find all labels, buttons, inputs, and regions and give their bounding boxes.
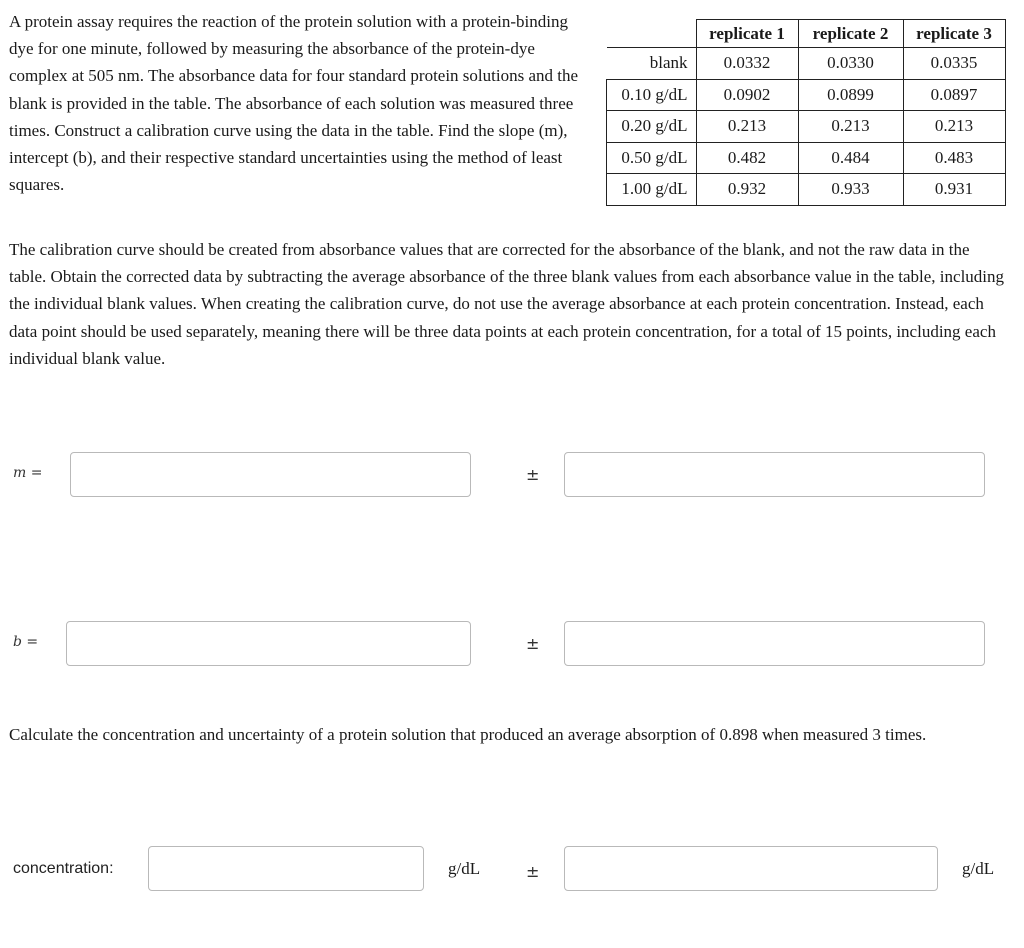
table-row bbox=[607, 174, 1006, 206]
slope-input[interactable] bbox=[70, 452, 471, 497]
table-row bbox=[607, 48, 1006, 80]
table-cell: 0.0899 bbox=[798, 79, 903, 111]
row-label: 0.50 g/dL bbox=[607, 142, 697, 174]
column-header: replicate 3 bbox=[903, 20, 1005, 48]
row-label: blank bbox=[607, 48, 697, 80]
table-cell: 0.0330 bbox=[798, 48, 903, 80]
table-cell: 0.483 bbox=[903, 142, 1005, 174]
table-header-row bbox=[607, 20, 1006, 48]
intercept-uncertainty-input[interactable] bbox=[564, 621, 985, 666]
concentration-uncertainty-input[interactable] bbox=[564, 846, 938, 891]
row-label: 0.10 g/dL bbox=[607, 79, 697, 111]
table-corner-cell bbox=[607, 20, 697, 48]
table-cell: 0.933 bbox=[798, 174, 903, 206]
row-label: 1.00 g/dL bbox=[607, 174, 697, 206]
table-cell: 0.482 bbox=[696, 142, 798, 174]
concentration-input[interactable] bbox=[148, 846, 424, 891]
problem-intro: A protein assay requires the reaction of the protein solution with a protein-binding dye for one minute, followed by measuring the absorbance of the protein-dye complex at 505 nm. The absorbance data for four standard protein solutions and the blank is provided in the table. The absorbance of each solution was measured three times. Construct a calibration curve using the data in the table. Find the slope (m), intercept (b), and their respective standard uncertainties using the method of least squares. bbox=[9, 12, 579, 195]
table-cell: 0.932 bbox=[696, 174, 798, 206]
table-row bbox=[607, 79, 1006, 111]
table-cell: 0.0902 bbox=[696, 79, 798, 111]
concentration-label: concentration: bbox=[13, 860, 114, 877]
table-row bbox=[607, 111, 1006, 143]
column-header: replicate 1 bbox=[696, 20, 798, 48]
instructions-paragraph: The calibration curve should be created from absorbance values that are corrected for the absorbance of the blank, and not the raw data in the table. Obtain the corrected data by subtracting the average absorbance of the three blank values from each absorbance value in the table, including the individual blank values. When creating the calibration curve, do not use the average absorbance at each protein concentration. Instead, each data point should be used separately, meaning there will be three data points at each protein concentration, for a total of 15 points, including each individual blank value. bbox=[9, 240, 1005, 368]
table-cell: 0.0332 bbox=[696, 48, 798, 80]
intercept-plus-minus: ± bbox=[526, 634, 540, 653]
table-cell: 0.484 bbox=[798, 142, 903, 174]
table-cell: 0.931 bbox=[903, 174, 1005, 206]
table-cell: 0.0335 bbox=[903, 48, 1005, 80]
table-cell: 0.213 bbox=[903, 111, 1005, 143]
row-label: 0.20 g/dL bbox=[607, 111, 697, 143]
concentration-uncertainty-unit: g/dL bbox=[962, 859, 995, 878]
concentration-unit: g/dL bbox=[448, 859, 481, 878]
column-header: replicate 2 bbox=[798, 20, 903, 48]
concentration-plus-minus: ± bbox=[526, 862, 540, 881]
table-cell: 0.213 bbox=[798, 111, 903, 143]
table-cell: 0.0897 bbox=[903, 79, 1005, 111]
table-row bbox=[607, 142, 1006, 174]
slope-uncertainty-input[interactable] bbox=[564, 452, 985, 497]
intercept-input[interactable] bbox=[66, 621, 471, 666]
table-cell: 0.213 bbox=[696, 111, 798, 143]
slope-plus-minus: ± bbox=[526, 465, 540, 484]
absorbance-table bbox=[606, 19, 1006, 206]
slope-label: m = bbox=[13, 465, 43, 481]
concentration-question: Calculate the concentration and uncertainty of a protein solution that produced an average absorption of 0.898 when measured 3 times. bbox=[9, 725, 927, 744]
intercept-label: b = bbox=[13, 634, 39, 650]
